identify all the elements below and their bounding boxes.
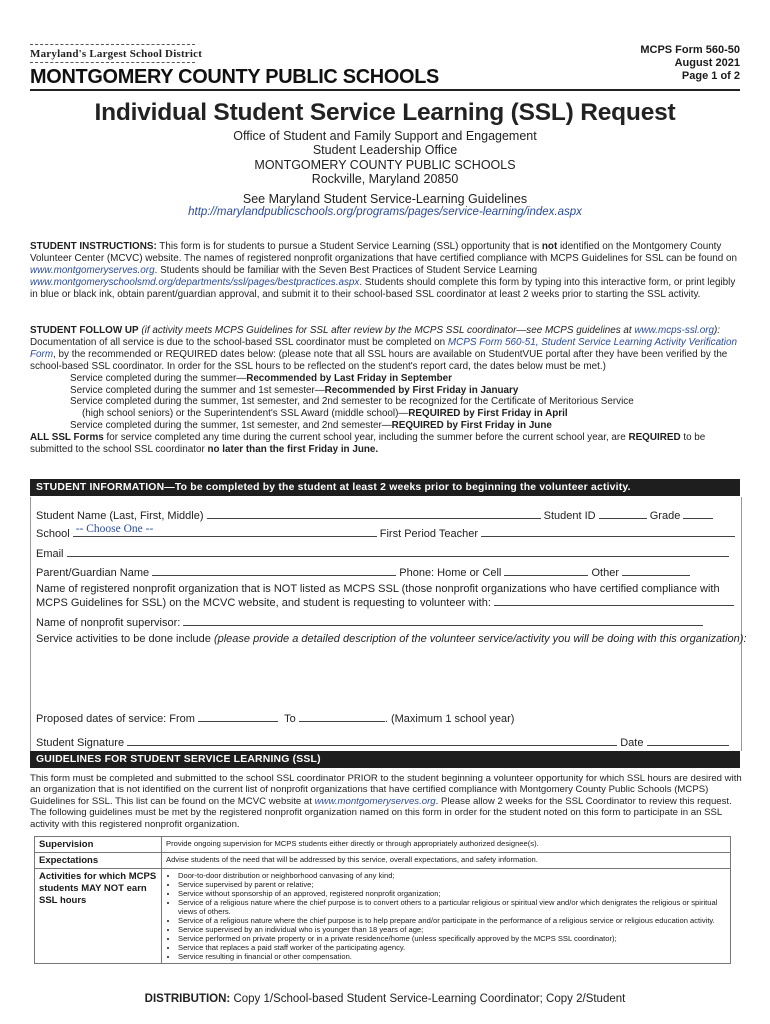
table-row — [35, 853, 731, 869]
deadline-item: Service completed during the summer and 1st semester—Recommended by First Friday in January — [70, 384, 519, 396]
activities-hint: (please provide a detailed description of the volunteer service/activity you will be doing with this organization): — [210, 633, 747, 645]
instructions-text: identified on the Montgomery County Volunteer Center (MCVC) website. The names of registered nonprofit organizations that have certified compliance with MCPS Guidelines for SSL can be found on — [30, 241, 737, 264]
deadline-item: Service completed during the summer—Recommended by Last Friday in September — [70, 372, 452, 384]
row-label: Expectations — [35, 853, 162, 869]
activities-textarea[interactable] — [36, 650, 732, 704]
followup-note: ): — [713, 325, 721, 336]
grade-field[interactable] — [683, 508, 713, 519]
school-row — [36, 523, 732, 540]
parent-row — [36, 565, 732, 579]
row-text: Advise students of the need that will be addressed by this service, overall expectations, and safety information. — [162, 853, 731, 869]
district-name: MONTGOMERY COUNTY PUBLIC SCHOOLS — [30, 65, 440, 88]
district-header — [30, 44, 440, 89]
list-item: • Service performed on private property or in a private residence/home (unless specifically approved by the MCPS SSL coordinator); — [178, 934, 726, 943]
row-list — [162, 869, 731, 964]
list-item: • Service supervised by an individual who is younger than 18 years of age; — [178, 925, 726, 934]
supervisor-row — [36, 615, 732, 629]
org-label: Name of registered nonprofit organization that is NOT listed as MCPS SSL (those nonprofit organizations who have certified compliance with — [36, 583, 720, 595]
instructions-text: . Students should complete this form by typing into this interactive form, or print legibly in blue or black ink, obtain parent/guardian approval, and submit it to their school-based SSL coordinator at least 2 weeks prior to starting the SSL activity. — [30, 276, 736, 300]
best-practices-link[interactable]: www.montgomeryschoolsmd.org/departments/ssl/pages/bestpractices.aspx — [30, 276, 360, 288]
list-item: • Service of a religious nature where the chief purpose is to help prepare and/or participate in the performance of a religious service or religious education activity. — [178, 916, 726, 925]
student-follow-up — [30, 325, 742, 456]
guidelines-note: See Maryland Student Service-Learning Guidelines — [242, 192, 528, 206]
form-number: MCPS Form 560-50 — [640, 44, 740, 56]
student-name-field[interactable] — [207, 508, 541, 519]
district-tagline: Maryland's Largest School District — [30, 48, 203, 60]
signature-date-label: Date — [620, 737, 644, 749]
email-row — [36, 546, 732, 560]
distribution-label: DISTRIBUTION: — [144, 993, 231, 1005]
table-row — [35, 869, 731, 964]
guidelines-table — [34, 836, 731, 964]
supervisor-field[interactable] — [183, 615, 703, 626]
mcps-ssl-link[interactable]: www.mcps-ssl.org — [634, 325, 714, 336]
list-item: • Service without sponsorship of an approved, registered nonprofit organization; — [178, 889, 726, 898]
distribution-text: Copy 1/School-based Student Service-Learning Coordinator; Copy 2/Student — [230, 993, 626, 1005]
list-item: • Service supervised by parent or relative; — [178, 880, 726, 889]
signature-label: Student Signature — [36, 737, 125, 749]
deadline-item: Service completed during the summer, 1st semester, and 2nd semester to be recognized for the Certificate of Meritorious Service — [70, 396, 634, 408]
page-title: Individual Student Service Learning (SSL) Request — [94, 99, 676, 126]
followup-text: Documentation of all service is due to the school-based SSL coordinator must be completed on — [30, 336, 448, 348]
org-label: MCPS Guidelines for SSL) on the MCVC website, and student is requesting to volunteer with: — [36, 597, 491, 609]
date-to-field[interactable] — [299, 711, 385, 722]
email-label: Email — [36, 548, 64, 560]
dates-row — [36, 711, 732, 725]
table-row — [35, 837, 731, 853]
row-label: Activities for which MCPS students MAY NOT earn SSL hours — [35, 869, 162, 964]
instructions-text: This form is for students to pursue a Student Service Learning (SSL) opportunity that is — [156, 241, 542, 252]
deadline-item: (high school seniors) or the Superintendent's SSL Award (middle school)—REQUIRED by First Friday in April — [82, 408, 568, 420]
other-phone-field[interactable] — [622, 565, 690, 576]
header-rule — [30, 89, 740, 91]
teacher-label: First Period Teacher — [379, 528, 478, 540]
instructions-emphasis: not — [541, 241, 558, 252]
list-item: • Service of a religious nature where the chief purpose is to convert others to a particular religious or spiritual view and/or which denigrates the religious or spiritual views of others. — [178, 898, 726, 916]
student-instructions — [30, 241, 742, 301]
distribution-note — [0, 993, 770, 1005]
divider — [30, 44, 195, 45]
signature-row — [36, 735, 732, 749]
list-item: • Service that replaces a paid staff worker of the participating agency. — [178, 943, 726, 952]
dates-to-label: To — [284, 713, 296, 725]
guidelines-link[interactable]: http://marylandpublicschools.org/programs/pages/service-learning/index.aspx — [188, 206, 582, 218]
supervisor-label: Name of nonprofit supervisor: — [36, 617, 181, 629]
dates-label: Proposed dates of service: From — [36, 713, 195, 725]
form-meta — [640, 44, 740, 83]
phone-field[interactable] — [504, 565, 588, 576]
form-date: August 2021 — [674, 57, 740, 69]
org-row — [36, 583, 732, 609]
instructions-text: . Students should be familiar with the Seven Best Practices of Student Service Learning — [154, 264, 538, 276]
followup-label: STUDENT FOLLOW UP — [30, 325, 139, 336]
activities-label: Service activities to be done include — [36, 633, 211, 645]
school-select-value: -- Choose One -- — [75, 523, 154, 535]
email-field[interactable] — [67, 546, 729, 557]
guidelines-text: This form must be completed and submitted to the school SSL coordinator PRIOR to the student beginning a volunteer opportunity for which SSL hours are desired with an organization that is not identified on the current list of nonprofit organizations that have certified compliance with Montgomery County Public Schools (MCPS) Guidelines for SSL. This list can be found on the MCVC website at www.montgomeryserves.org. Please allow 2 weeks for the SSL Coordinator to review this request. The following guidelines must be met by the registered nonprofit organization named on this form in order for the student noted on this form to participate in an SSL activity with this registered nonprofit organization. — [30, 773, 742, 830]
date-from-field[interactable] — [198, 711, 278, 722]
divider — [30, 62, 195, 63]
row-text: Provide ongoing supervision for MCPS students either directly or through appropriately authorized designee(s). — [162, 837, 731, 853]
organization-field[interactable] — [494, 595, 734, 606]
name-row — [36, 508, 732, 522]
verification-form-link[interactable]: MCPS Form 560-51, Student Service Learning Activity Verification Form — [30, 336, 737, 360]
guidelines-header: GUIDELINES FOR STUDENT SERVICE LEARNING (SSL) — [30, 751, 740, 768]
page-number: Page 1 of 2 — [681, 70, 740, 82]
montgomeryserves-link[interactable]: www.montgomeryserves.org — [30, 264, 155, 276]
mcvc-link[interactable]: www.montgomeryserves.org — [314, 795, 436, 807]
signature-field[interactable] — [127, 735, 617, 746]
row-label: Supervision — [35, 837, 162, 853]
office-line: Office of Student and Family Support and Engagement — [233, 129, 537, 143]
followup-text: , by the recommended or REQUIRED dates below: (please note that all SSL hours are available on StudentVUE portal after they have been verified by the school-based SSL coordinator. In order for the SSL hours to be reflected on the student's report card, the dates below must be met.) — [30, 348, 728, 372]
office-line: MONTGOMERY COUNTY PUBLIC SCHOOLS — [254, 157, 516, 172]
instructions-label: STUDENT INSTRUCTIONS: — [30, 241, 157, 252]
activities-row — [36, 633, 747, 645]
office-line: Rockville, Maryland 20850 — [311, 172, 459, 187]
teacher-field[interactable] — [481, 526, 735, 537]
all-forms-note: ALL SSL Forms for service completed any time during the current school year, including the summer before the current school year, are REQUIRED to be submitted to the school SSL coordinator no later than the first Friday in June. — [30, 432, 706, 456]
parent-name-field[interactable] — [152, 565, 396, 576]
parent-label: Parent/Guardian Name — [36, 567, 150, 579]
school-label: School — [36, 528, 70, 540]
grade-label: Grade — [649, 510, 681, 522]
dates-max-note: . (Maximum 1 school year) — [384, 713, 515, 725]
other-phone-label: Other — [591, 567, 619, 579]
student-id-field[interactable] — [599, 508, 647, 519]
office-line: Student Leadership Office — [312, 143, 458, 158]
student-id-label: Student ID — [543, 510, 596, 522]
school-select[interactable] — [73, 523, 377, 537]
name-label: Student Name (Last, First, Middle) — [36, 510, 204, 522]
list-item: • Service resulting in financial or other compensation. — [178, 952, 726, 961]
office-address — [0, 129, 770, 187]
student-info-header: STUDENT INFORMATION—To be completed by the student at least 2 weeks prior to beginning the volunteer activity. — [30, 479, 740, 496]
phone-label: Phone: Home or Cell — [399, 567, 502, 579]
followup-note: (if activity meets MCPS Guidelines for SSL after review by the MCPS SSL coordinator—see MCPS guidelines at — [138, 325, 635, 336]
signature-date-field[interactable] — [647, 735, 729, 746]
list-item: • Door-to-door distribution or neighborhood canvasing of any kind; — [178, 871, 726, 880]
deadline-item: Service completed during the summer, 1st semester, and 2nd semester—REQUIRED by First Friday in June — [70, 420, 552, 432]
